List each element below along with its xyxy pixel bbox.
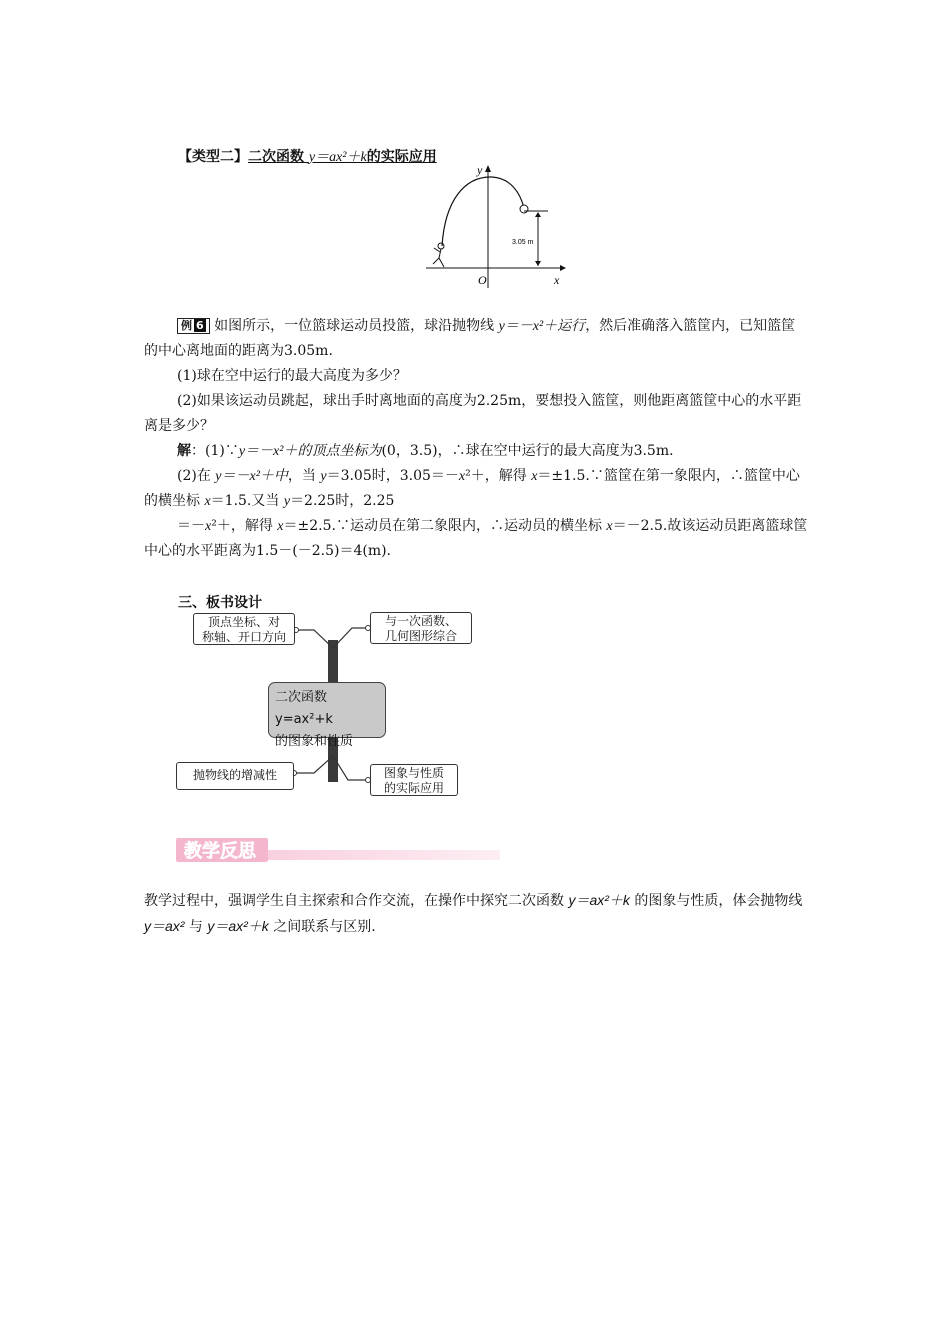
reflection-banner	[176, 836, 500, 864]
bottom-right-line-2: 的实际应用	[383, 781, 444, 795]
mind-map-top-right	[370, 612, 472, 644]
example-text-1: 如图所示，一位篮球运动员投篮，球沿抛物线	[209, 318, 499, 334]
sol2-m3: x	[458, 469, 466, 484]
sol2-m4: x	[531, 469, 538, 484]
mind-map-bottom-left	[176, 762, 294, 790]
sol2-d: ²＋，解得	[465, 468, 532, 484]
parabola-path	[442, 177, 524, 246]
sol2-e: ＝±1.5.∵篮筐在第一象限内，∴篮筐中心的横坐标	[144, 468, 800, 509]
top-left-line-1: 顶点坐标、对	[207, 615, 280, 629]
example-tag	[177, 318, 210, 334]
sol2-m1: y＝－x²＋中	[215, 469, 288, 484]
type-heading-title-pre: 二次函数	[248, 149, 309, 165]
question-2: (2)如果该运动员跳起，球出手时离地面的高度为2.25m，要想投入篮筐，则他距离篮筐中心的水平距离是多少？	[144, 393, 802, 434]
sol3-c: ＝±2.5.∵运动员在第二象限内，∴运动员的横坐标	[283, 518, 607, 534]
type-heading-title-post: 的实际应用	[366, 149, 437, 165]
mind-map-top-left	[193, 613, 295, 645]
x-axis-label: x	[554, 273, 560, 287]
reflection-m2: y＝ax²	[144, 918, 185, 934]
solution-1-tail: (0，3.5)，∴球在空中运行的最大高度为3.5m.	[381, 443, 674, 459]
sol3-m3: x	[606, 519, 613, 534]
sol2-m2: y	[320, 469, 327, 484]
solution-1	[144, 439, 808, 464]
example-math-1: y＝－x²＋运行	[498, 319, 586, 334]
top-left-line-2: 称轴、开口方向	[201, 630, 286, 644]
example-number: 6	[196, 319, 204, 332]
origin-label: O	[478, 273, 487, 287]
top-right-line-1: 与一次函数、	[384, 614, 457, 628]
reflection-m3: y＝ax²＋k	[207, 918, 269, 934]
player-icon	[432, 243, 452, 268]
center-line-2: 的图象和性质	[275, 734, 354, 749]
sol3-m2: x	[277, 519, 284, 534]
solution-3	[144, 514, 808, 564]
sol3-a: ＝－	[177, 518, 205, 534]
mind-map-center	[268, 682, 386, 749]
reflection-t2: 的图象与性质，体会抛物线	[629, 893, 803, 909]
question-1: (1)球在空中运行的最大高度为多少？	[177, 368, 407, 384]
sol3-m1: x	[205, 519, 212, 534]
x-axis-arrow	[560, 265, 566, 271]
sol2-c: ＝3.05时，3.05＝－	[326, 468, 459, 484]
sol2-m6: y	[283, 494, 291, 509]
sol2-m5: x	[204, 494, 211, 509]
basketball-figure	[420, 160, 570, 290]
type-heading-title	[248, 149, 437, 165]
type-heading-math: y＝ax²＋k	[308, 150, 367, 165]
example-text-1-tail: ，然后准确落入篮筐内，已知篮筐的中心离地面的距离为3.05m.	[144, 318, 796, 359]
sol3-b: ²＋，解得	[211, 518, 278, 534]
reflection-text	[144, 888, 808, 940]
bottom-right-line-1: 图象与性质	[383, 766, 444, 780]
y-axis-label: y	[477, 163, 483, 177]
sol2-g: ＝2.25时，2.25	[290, 493, 395, 509]
sol3-d: ＝－2.5.故该运动员距离篮球筐中心的水平距离为1.5－(－2.5)＝4(m).	[144, 518, 808, 559]
reflection-t1: 教学过程中，强调学生自主探索和合作交流，在操作中探究二次函数	[144, 893, 569, 909]
example-line-1	[144, 314, 808, 364]
solution-label: 解	[177, 443, 191, 459]
example-section	[144, 314, 808, 564]
sol2-f: ＝1.5.又当	[210, 493, 284, 509]
type-heading	[178, 146, 437, 166]
board-design-title: 三、板书设计	[178, 595, 262, 611]
banner-label: 教学反思	[184, 841, 256, 862]
type-heading-prefix: 【类型二】	[178, 149, 248, 165]
reflection-t4: 之间联系与区别.	[268, 919, 376, 935]
y-axis-arrow	[485, 165, 491, 172]
mind-map-bottom-right	[370, 764, 458, 796]
sol2-a: (2)在	[177, 468, 216, 484]
reflection-t3: 与	[184, 919, 208, 935]
reflection-m1: y＝ax²＋k	[568, 892, 630, 908]
height-arrow-up	[535, 212, 541, 217]
sol2-b: ，当	[287, 468, 321, 484]
solution-1-a: ：(1)∵	[191, 443, 239, 459]
ball-icon	[520, 205, 528, 213]
center-line-1: 二次函数y=ax²+k	[275, 690, 333, 727]
solution-1-math: y＝－x²＋的顶点坐标为	[238, 444, 382, 459]
top-right-line-2: 几何图形综合	[384, 629, 457, 643]
bottom-left-label: 抛物线的增减性	[192, 768, 277, 782]
height-arrow-down	[535, 261, 541, 266]
height-label: 3.05 m	[512, 239, 534, 246]
solution-2	[144, 464, 808, 514]
example-tag-label: 例	[181, 319, 192, 332]
